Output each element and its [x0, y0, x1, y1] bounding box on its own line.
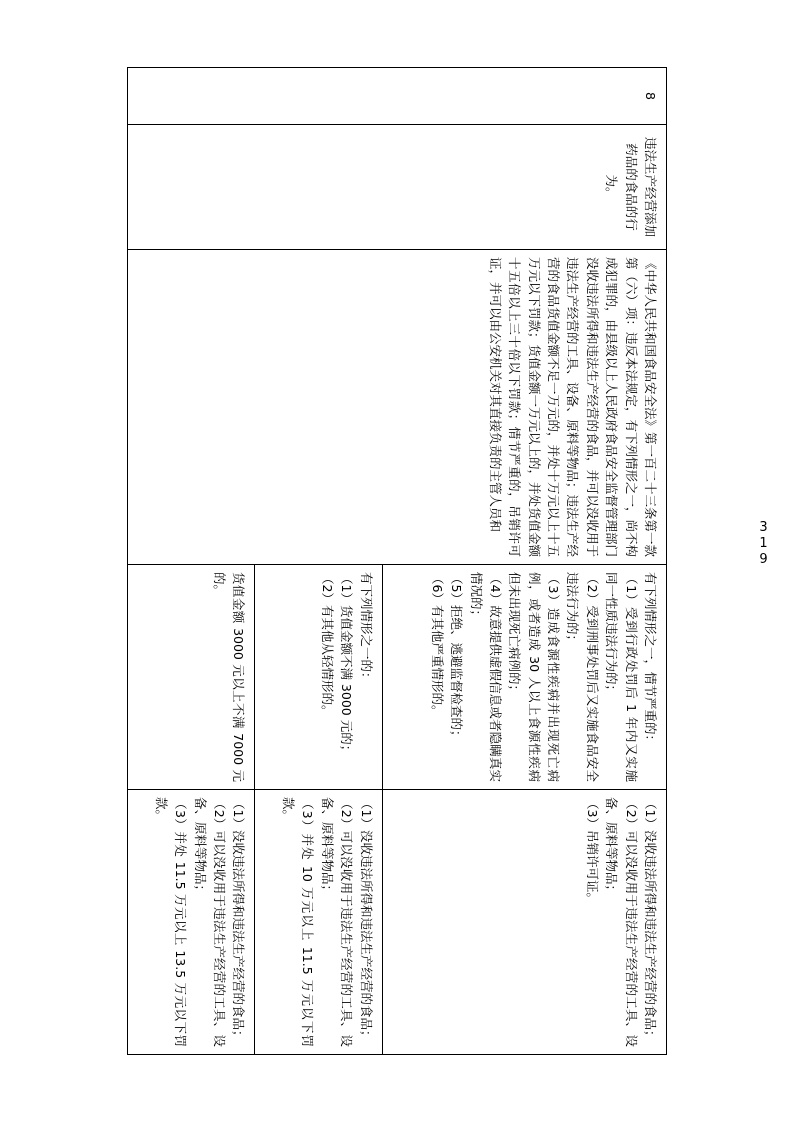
circumstance-line: （2）受到刑事处罚后又实施食品安全违法行为的； — [565, 572, 600, 782]
cell-illegal-act: 违法生产经营添加药品的食品的行为。 — [127, 125, 666, 250]
penalty-line: （3）吊销许可证。 — [584, 797, 600, 905]
circumstance-line: （2）有其他从轻情形的。 — [319, 572, 335, 718]
circumstance-line: 有下列情形之一，情节严重的： — [642, 572, 658, 748]
circumstance-line: （6）有其他严重情形的。 — [429, 572, 445, 718]
page-number: 319 — [756, 520, 771, 568]
cell-penalty-1 — [382, 790, 666, 1055]
cell-item-number: 8 — [127, 68, 666, 125]
circumstance-line: 货值金额 3000 元以上不满 7000 元的。 — [211, 572, 246, 782]
penalty-line: （1）没收违法所得和违法生产经营的食品； — [230, 797, 246, 1043]
cell-circumstance-1 — [382, 565, 666, 790]
penalty-line: （1）没收违法所得和违法生产经营的食品； — [642, 797, 658, 1043]
circumstance-line: （3）造成食源性疾病并出现死亡病例，或者造成 30 人以上食源性疾病但未出现死亡病例的； — [506, 572, 561, 782]
cell-penalty-3 — [127, 790, 254, 1055]
circumstance-line: （5）拒绝、逃避监督检查的； — [448, 572, 464, 743]
circumstance-line: 有下列情形之一的： — [358, 572, 374, 685]
cell-circumstance-2 — [254, 565, 381, 790]
penalty-line: （3）并处 11.5 万元以上 13.5 万元以下罚款。 — [153, 797, 188, 1047]
circumstance-line: （1）货值金额不满 3000 元的； — [338, 572, 354, 758]
cell-legal-basis: 《中华人民共和国食品安全法》第一百二十三条第一款第（六）项：违反本法规定，有下列情形之一，尚不构成犯罪的，由县级以上人民政府食品安全监督管理部门没收违法所得和违法生产经营的食品，并可以没收用于违法生产经营的工具、设备、原料等物品；违法生产经营的食品货值金额不足一万元的，并处十万元以上十五万元以下罚款；货值金额一万元以上的，并处货值金额十五倍以上三十倍以下罚款；情节严重的，吊销许可证，并可以由公安机关对其直接负责的主管人员和 — [127, 250, 666, 565]
cell-circumstance-3 — [127, 565, 254, 790]
penalty-line: （3）并处 10 万元以上 11.5 万元以下罚款。 — [280, 797, 315, 1047]
cell-penalty-2 — [254, 790, 381, 1055]
penalty-discretion-table — [127, 67, 667, 1055]
penalty-line: （2）可以没收用于违法生产经营的工具、设备、原料等物品； — [319, 797, 354, 1047]
circumstance-line: （4）故意提供虚假信息或者隐瞒真实情况的； — [468, 572, 503, 782]
circumstance-line: （1）受到行政处罚后 1 年内又实施同一性质违法行为的； — [603, 572, 639, 782]
table-row — [382, 68, 666, 1055]
penalty-line: （2）可以没收用于违法生产经营的工具、设备、原料等物品； — [192, 797, 227, 1047]
penalty-line: （1）没收违法所得和违法生产经营的食品； — [358, 797, 374, 1043]
penalty-line: （2）可以没收用于违法生产经营的工具、设备、原料等物品； — [603, 797, 639, 1047]
